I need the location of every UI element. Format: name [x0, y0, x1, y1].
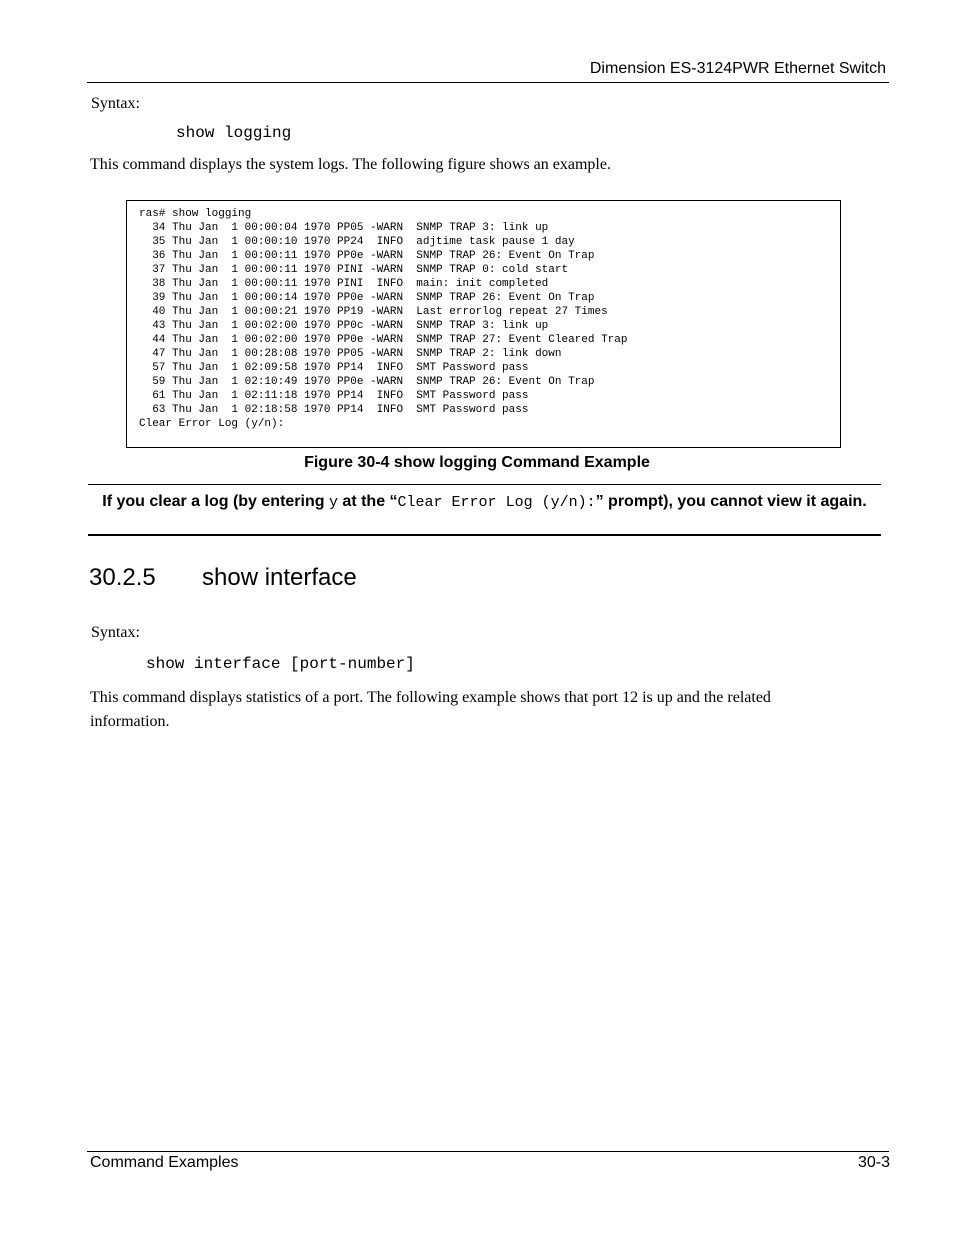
section-number: 30.2.5	[89, 564, 156, 591]
note-text-part: at the “	[337, 493, 398, 510]
log-line: 37 Thu Jan 1 00:00:11 1970 PINI -WARN SNMP TRAP 0: cold start	[139, 264, 569, 276]
syntax-command: show interface [port-number]	[146, 655, 415, 673]
note-text	[88, 490, 881, 515]
syntax-command: show logging	[176, 124, 292, 142]
note-text-part: If you clear a log (by entering	[102, 493, 329, 510]
section-title: show interface	[202, 564, 357, 591]
log-line: 47 Thu Jan 1 00:28:08 1970 PP05 -WARN SNMP TRAP 2: link down	[139, 348, 562, 360]
log-line: 34 Thu Jan 1 00:00:04 1970 PP05 -WARN SNMP TRAP 3: link up	[139, 222, 549, 234]
note-inline-code: Clear Error Log (y/n):	[397, 494, 596, 511]
log-line: 40 Thu Jan 1 00:00:21 1970 PP19 -WARN Last errorlog repeat 27 Times	[139, 306, 608, 318]
log-line: 35 Thu Jan 1 00:00:10 1970 PP24 INFO adjtime task pause 1 day	[139, 236, 575, 248]
footer-divider	[87, 1151, 889, 1152]
syntax-label: Syntax:	[91, 95, 140, 112]
log-line: Clear Error Log (y/n):	[139, 418, 285, 430]
page-number: 30-3	[857, 1154, 890, 1171]
note-inline-code: y	[328, 494, 338, 511]
log-line: 57 Thu Jan 1 02:09:58 1970 PP14 INFO SMT Password pass	[139, 362, 529, 374]
syntax-label: Syntax:	[91, 624, 140, 641]
note-box	[88, 484, 881, 536]
header-divider	[87, 82, 889, 83]
log-line: 43 Thu Jan 1 00:02:00 1970 PP0c -WARN SNMP TRAP 3: link up	[139, 320, 549, 332]
paragraph: This command displays statistics of a port. The following example shows that port 12 is up and the related information.	[90, 689, 771, 730]
log-line: ras# show logging	[139, 208, 252, 220]
log-line: 61 Thu Jan 1 02:11:18 1970 PP14 INFO SMT Password pass	[139, 390, 529, 402]
log-line: 39 Thu Jan 1 00:00:14 1970 PP0e -WARN SNMP TRAP 26: Event On Trap	[139, 292, 595, 304]
footer-chapter-title: Command Examples	[90, 1154, 239, 1171]
figure-caption: Figure 30-4 show logging Command Example	[304, 454, 650, 471]
paragraph: This command displays the system logs. The following figure shows an example.	[90, 156, 611, 173]
log-line: 59 Thu Jan 1 02:10:49 1970 PP0e -WARN SNMP TRAP 26: Event On Trap	[139, 376, 595, 388]
log-output	[139, 207, 627, 431]
log-output-box	[126, 200, 841, 448]
log-line: 63 Thu Jan 1 02:18:58 1970 PP14 INFO SMT Password pass	[139, 404, 529, 416]
log-line: 44 Thu Jan 1 00:02:00 1970 PP0e -WARN SNMP TRAP 27: Event Cleared Trap	[139, 334, 628, 346]
note-text-part: ” prompt), you cannot view it again.	[595, 493, 867, 510]
page-header-title: Dimension ES-3124PWR Ethernet Switch	[589, 60, 886, 77]
log-line: 38 Thu Jan 1 00:00:11 1970 PINI INFO main: init completed	[139, 278, 549, 290]
section-heading	[89, 564, 357, 592]
log-line: 36 Thu Jan 1 00:00:11 1970 PP0e -WARN SNMP TRAP 26: Event On Trap	[139, 250, 595, 262]
